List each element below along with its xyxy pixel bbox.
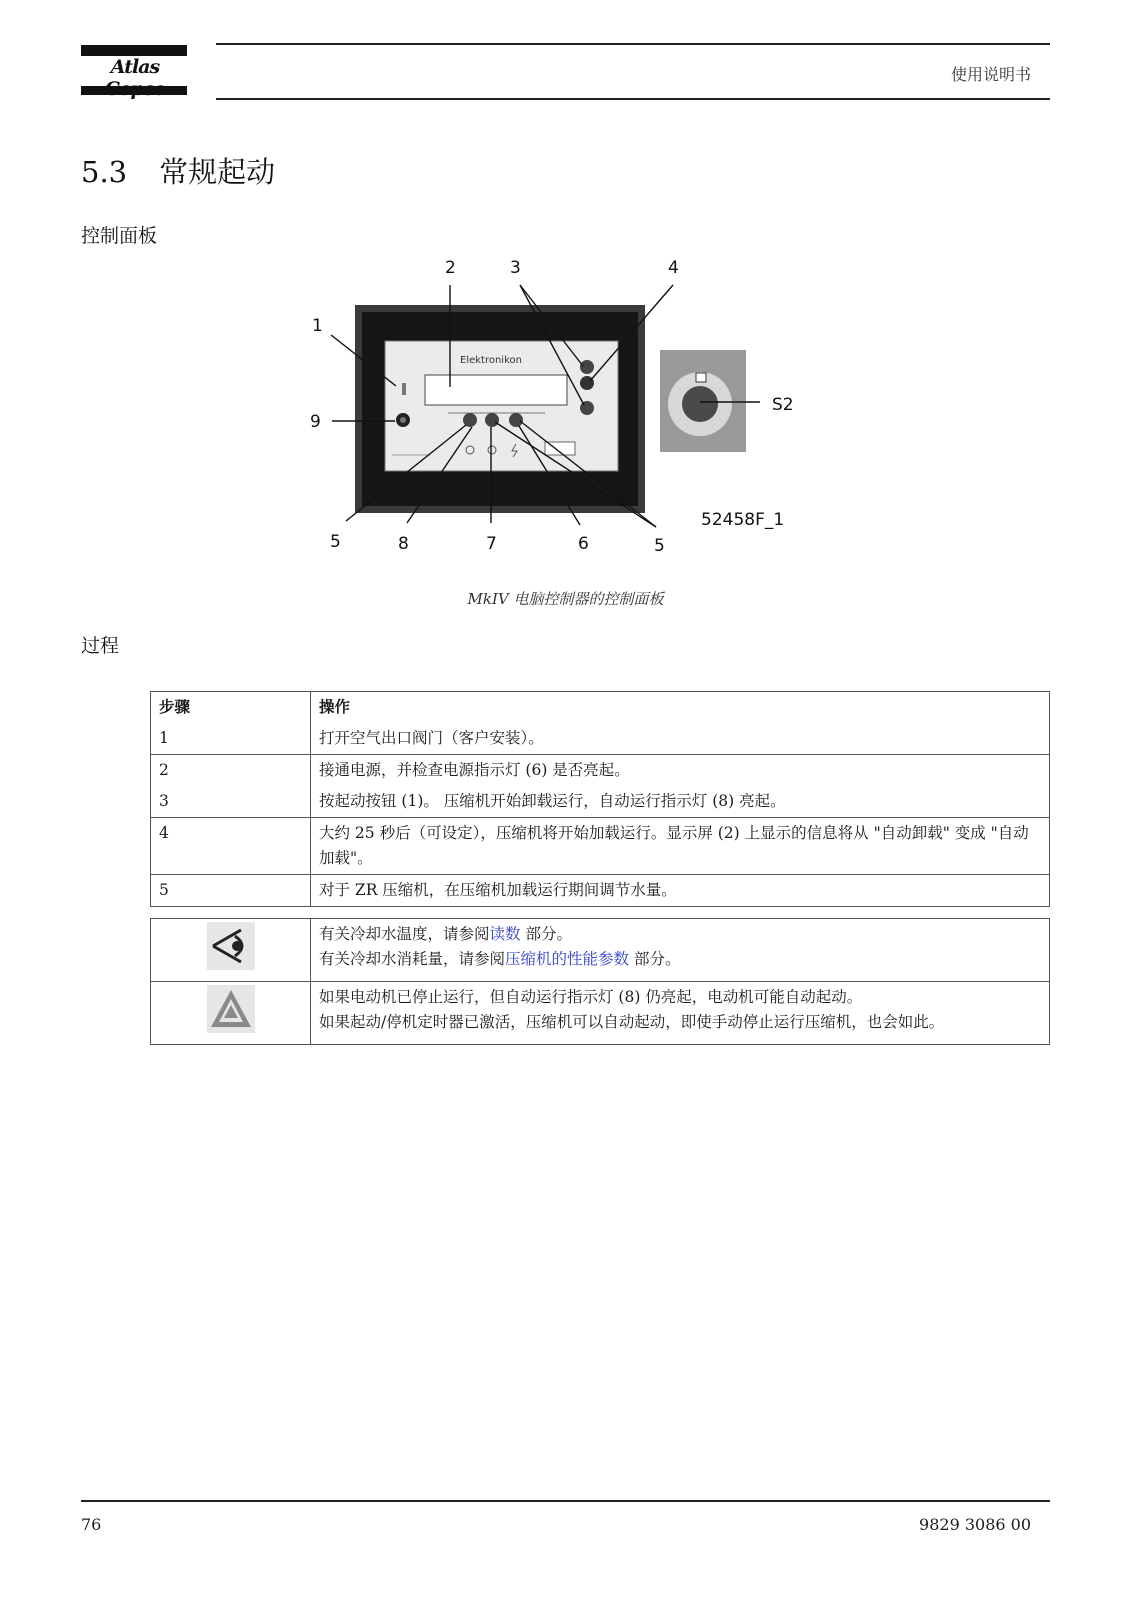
callout-s2: S2	[772, 395, 794, 415]
callout-1: 1	[312, 316, 323, 336]
step-action: 打开空气出口阀门（客户安装）。	[311, 723, 1050, 755]
logo-bar-top	[81, 45, 187, 56]
table-row	[151, 875, 1050, 907]
key-up-icon	[580, 360, 594, 374]
step-action: 接通电源，并检查电源指示灯 (6) 是否亮起。	[311, 755, 1050, 787]
callout-9: 9	[310, 412, 321, 432]
section-heading	[81, 150, 275, 191]
emergency-stop-warning-icon	[696, 373, 706, 382]
table-header-row	[151, 692, 1050, 724]
step-action: 对于 ZR 压缩机，在压缩机加载运行期间调节水量。	[311, 875, 1050, 907]
step-number: 2	[151, 755, 311, 787]
header-action: 操作	[311, 692, 1050, 724]
callout-7: 7	[486, 534, 497, 554]
callout-4: 4	[668, 258, 679, 278]
eye-icon	[207, 922, 255, 970]
step-action: 大约 25 秒后（可设定），压缩机将开始加载运行。显示屏 (2) 上显示的信息将从 "自动卸载" 变成 "自动加载"。	[311, 818, 1050, 875]
step-number: 3	[151, 786, 311, 818]
callout-6: 6	[578, 534, 589, 554]
key-f2-icon	[485, 413, 499, 427]
header-rule-bottom	[216, 98, 1050, 100]
subsection-procedure: 过程	[81, 635, 120, 657]
note-line: 有关冷却水消耗量，请参阅压缩机的性能参数 部分。	[319, 950, 681, 968]
callout-5-right: 5	[654, 536, 665, 556]
panel-display	[425, 375, 567, 405]
note-line: 如果电动机已停止运行，但自动运行指示灯 (8) 仍亮起，电动机可能自动起动。	[319, 988, 863, 1006]
note-line: 有关冷却水温度，请参阅读数 部分。	[319, 925, 572, 943]
key-down-icon	[580, 401, 594, 415]
section-title: 常规起动	[159, 155, 276, 189]
callout-5-left: 5	[330, 532, 341, 552]
subsection-control-panel: 控制面板	[81, 225, 158, 247]
table-row	[151, 723, 1050, 755]
callout-3: 3	[510, 258, 521, 278]
emergency-stop-button-icon	[682, 386, 718, 422]
panel-brand-label: Elektronikon	[460, 355, 522, 366]
step-action: 按起动按钮 (1)。 压缩机开始卸载运行，自动运行指示灯 (8) 亮起。	[311, 786, 1050, 818]
table-row	[151, 755, 1050, 787]
table-row	[151, 818, 1050, 875]
note-icon-cell	[151, 919, 311, 982]
note-line: 如果起动/停机定时器已激活，压缩机可以自动起动，即使手动停止运行压缩机，也会如此。	[319, 1013, 945, 1031]
procedure-table	[150, 691, 1050, 907]
control-panel-figure	[300, 255, 820, 567]
page-number: 76	[81, 1515, 102, 1534]
doc-number: 9829 3086 00	[919, 1515, 1031, 1534]
step-number: 4	[151, 818, 311, 875]
link-readings[interactable]: 读数	[489, 925, 521, 943]
power-led	[402, 383, 406, 395]
header-step: 步骤	[151, 692, 311, 724]
note-text-warning	[311, 982, 1050, 1045]
logo-text: Atlas	[110, 56, 160, 78]
link-performance-params[interactable]: 压缩机的性能参数	[505, 950, 630, 968]
step-number: 5	[151, 875, 311, 907]
figure-code: 52458F_1	[701, 510, 785, 530]
key-f3-icon	[509, 413, 523, 427]
header-title: 使用说明书	[950, 65, 1031, 84]
callout-2: 2	[445, 258, 456, 278]
section-number: 5.3	[81, 155, 128, 189]
table-row	[151, 786, 1050, 818]
callout-8: 8	[398, 534, 409, 554]
footer-rule	[81, 1500, 1050, 1502]
logo-bar-bottom	[81, 86, 187, 95]
notes-table	[150, 918, 1050, 1045]
note-row-warning	[151, 982, 1050, 1045]
note-icon-cell	[151, 982, 311, 1045]
figure-caption: MkIV 电脑控制器的控制面板	[467, 590, 664, 608]
note-row-eye	[151, 919, 1050, 982]
header-rule-top	[216, 43, 1050, 45]
note-text-eye	[311, 919, 1050, 982]
warning-triangle-icon	[207, 985, 255, 1033]
step-number: 1	[151, 723, 311, 755]
